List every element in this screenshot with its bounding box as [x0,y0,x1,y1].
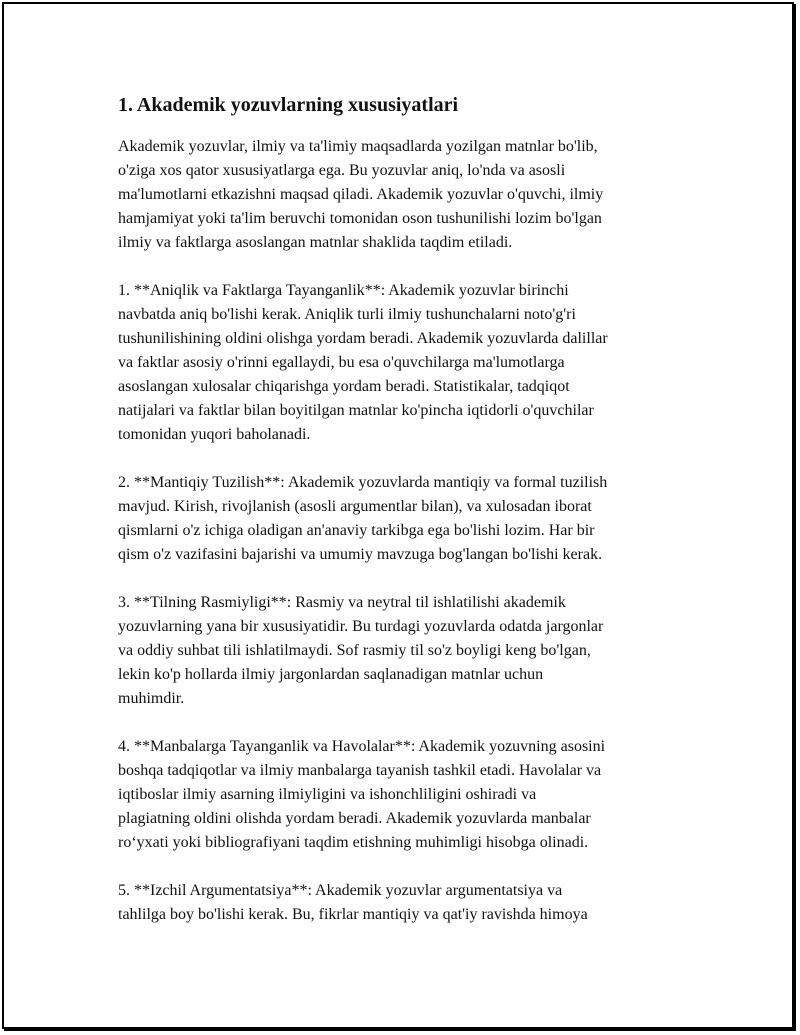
text-line: hamjamiyat yoki ta'lim beruvchi tomonidan oson tushunilishi lozim bo'lgan [118,210,602,227]
text-line: boshqa tadqiqotlar va ilmiy manbalarga tayanish tashkil etadi. Havolalar va [118,762,602,779]
text-line: qismlarni o'z ichiga oladigan an'anaviy tarkibga ega bo'lishi lozim. Har bir [118,522,595,539]
intro-paragraph [118,135,698,255]
text-line: yozuvlarning yana bir xususiyatidir. Bu turdagi yozuvlarda odatda jargonlar [118,618,604,635]
text-line: navbatda aniq bo'lishi kerak. Aniqlik turli ilmiy tushunchalarni noto'g'ri [118,306,576,323]
text-line: va faktlar asosiy o'rinni egallaydi, bu esa o'quvchilarga ma'lumotlarga [118,354,565,371]
text-line: plagiatning oldini olishda yordam beradi. Akademik yozuvlarda manbalar [118,810,591,827]
text-line: tahlilga boy bo'lishi kerak. Bu, fikrlar mantiqiy va qat'iy ravishda himoya [118,906,588,923]
text-line: natijalari va faktlar bilan boyitilgan matnlar ko'pincha iqtidorli o'quvchilar [118,402,594,419]
text-line: 4. **Manbalarga Tayanganlik va Havolalar**: Akademik yozuvning asosini [118,738,606,755]
paragraph-item-3 [118,591,698,711]
text-line: ma'lumotlarni etkazishni maqsad qiladi. Akademik yozuvlar o'quvchi, ilmiy [118,186,604,203]
text-line: ilmiy va faktlarga asoslangan matnlar shaklida taqdim etiladi. [118,234,513,251]
text-line: va oddiy suhbat tili ishlatilmaydi. Sof rasmiy til so'z boyligi keng bo'lgan, [118,642,591,659]
paragraph-item-4 [118,735,698,855]
text-line: mavjud. Kirish, rivojlanish (asosli argumentlar bilan), va xulosadan iborat [118,498,592,515]
text-line: o'ziga xos qator xususiyatlarga ega. Bu yozuvlar aniq, lo'nda va asosli [118,162,566,179]
text-line: asoslangan xulosalar chiqarishga yordam beradi. Statistikalar, tadqiqot [118,378,570,395]
text-line: lekin ko'p hollarda ilmiy jargonlardan saqlanadigan matnlar uchun [118,666,544,683]
text-line: iqtiboslar ilmiy asarning ilmiyligini va ishonchliligini oshiradi va [118,786,537,803]
document-body [118,92,698,951]
paragraph-item-5 [118,879,698,927]
paragraph-item-2 [118,471,698,567]
text-line: tushunilishining oldini olishga yordam beradi. Akademik yozuvlarda dalillar [118,330,608,347]
text-line: 5. **Izchil Argumentatsiya**: Akademik yozuvlar argumentatsiya va [118,882,563,899]
text-line: 1. **Aniqlik va Faktlarga Tayanganlik**: Akademik yozuvlar birinchi [118,282,569,299]
text-line: 3. **Tilning Rasmiyligi**: Rasmiy va neytral til ishlatilishi akademik [118,594,566,611]
text-line: Akademik yozuvlar, ilmiy va ta'limiy maqsadlarda yozilgan matnlar bo'lib, [118,138,598,155]
text-line: qism o'z vazifasini bajarishi va umumiy mavzuga bog'langan bo'lishi kerak. [118,546,603,563]
text-line: muhimdir. [118,690,185,707]
paragraph-item-1 [118,279,698,447]
text-line: tomonidan yuqori baholanadi. [118,426,311,443]
text-line: 2. **Mantiqiy Tuzilish**: Akademik yozuvlarda mantiqiy va formal tuzilish [118,474,608,491]
section-heading: 1. Akademik yozuvlarning xususiyatlari [118,94,459,116]
text-line: ro‘yxati yoki bibliografiyani taqdim etishning muhimligi hisobga olinadi. [118,834,589,851]
